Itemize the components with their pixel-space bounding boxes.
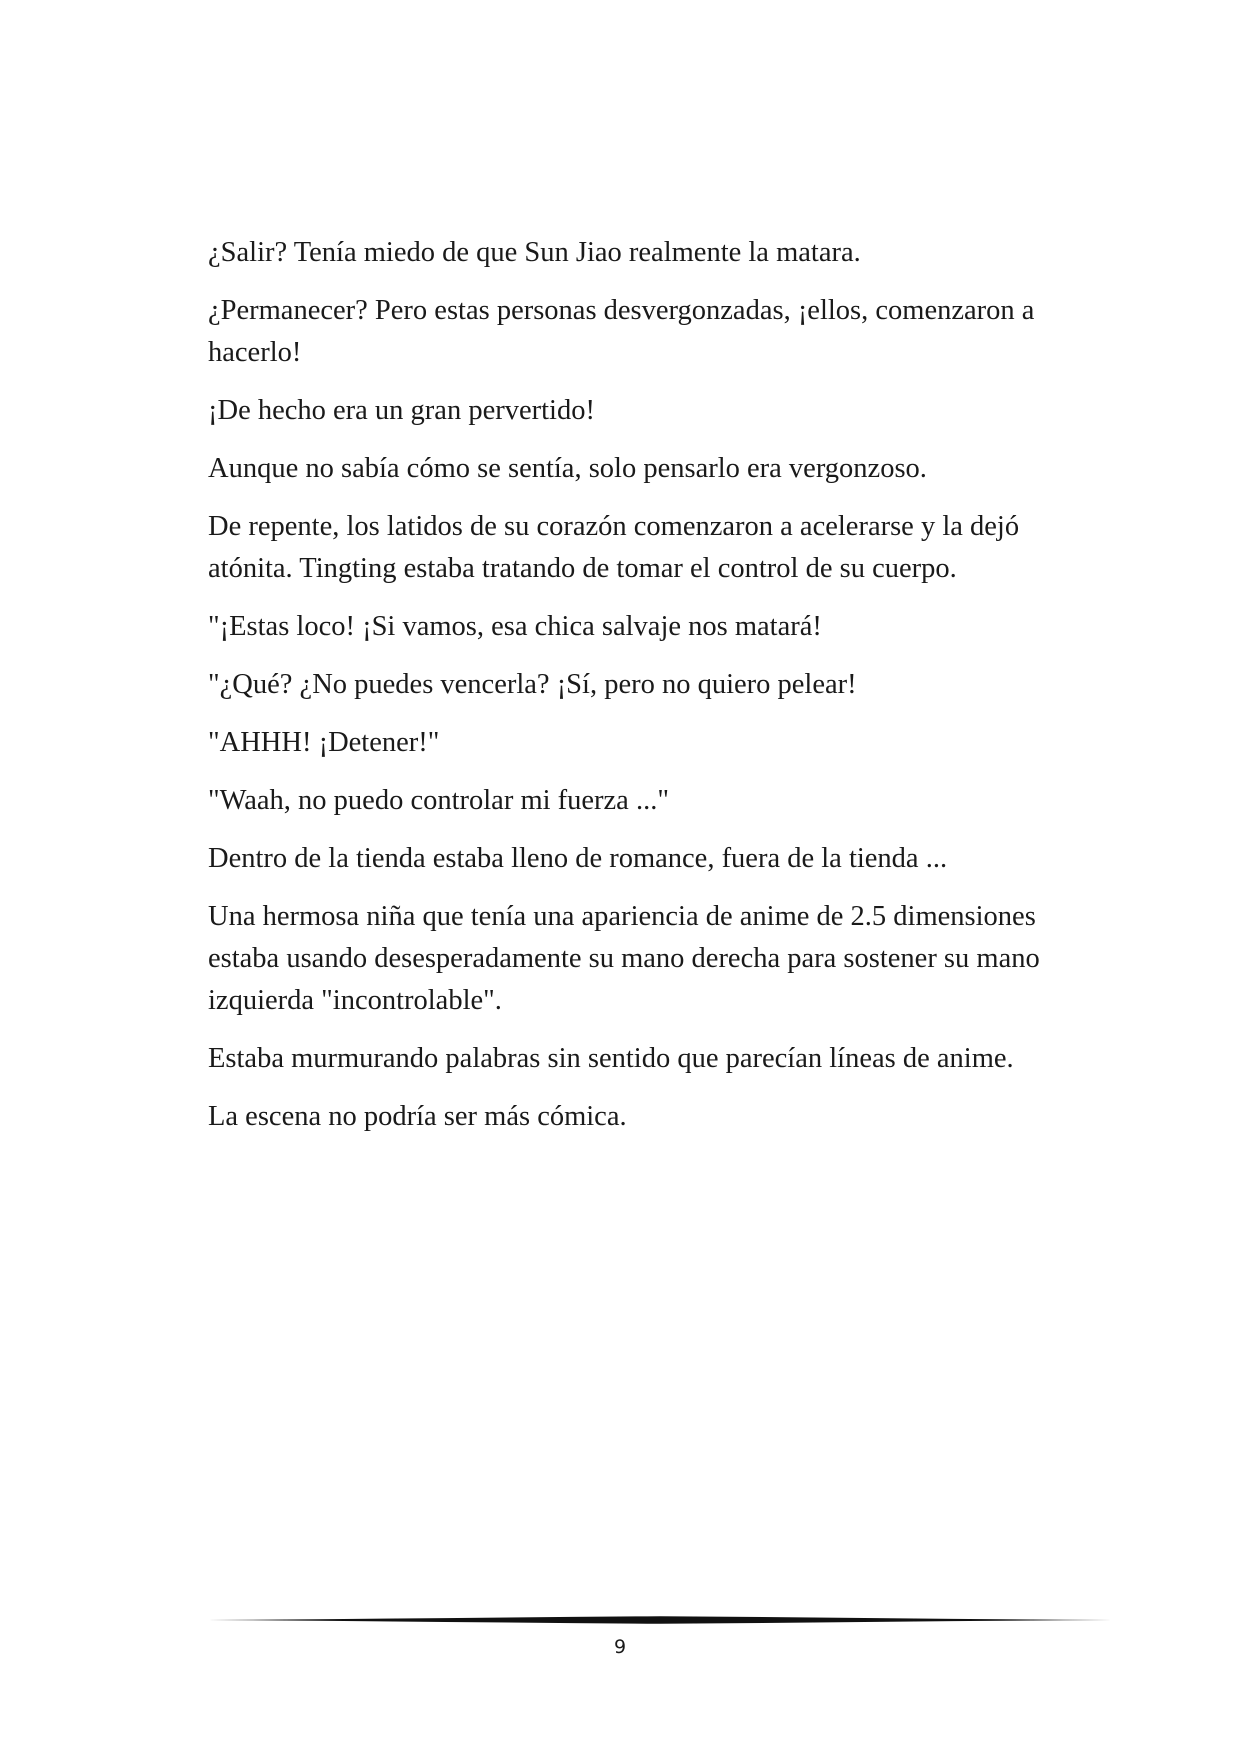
paragraph: "Waah, no puedo controlar mi fuerza ..." bbox=[208, 785, 669, 816]
footer-divider bbox=[208, 1613, 1112, 1627]
body-text bbox=[208, 232, 1078, 1154]
paragraph: Dentro de la tienda estaba lleno de romance, fuera de la tienda ... bbox=[208, 843, 948, 874]
paragraph: "AHHH! ¡Detener!" bbox=[208, 727, 440, 758]
paragraph: ¿Permanecer? Pero estas personas desvergonzadas, ¡ellos, comenzaron a hacerlo! bbox=[208, 295, 1035, 368]
paragraph: La escena no podría ser más cómica. bbox=[208, 1101, 627, 1132]
page-number: 9 bbox=[613, 1636, 627, 1658]
paragraph: De repente, los latidos de su corazón comenzaron a acelerarse y la dejó atónita. Tingting estaba tratando de tomar el control de su cuerpo. bbox=[208, 511, 1020, 584]
paragraph: "¡Estas loco! ¡Si vamos, esa chica salvaje nos matará! bbox=[208, 611, 822, 642]
paragraph: ¡De hecho era un gran pervertido! bbox=[208, 395, 595, 426]
paragraph: ¿Salir? Tenía miedo de que Sun Jiao realmente la matara. bbox=[208, 237, 861, 268]
paragraph: Una hermosa niña que tenía una apariencia de anime de 2.5 dimensiones estaba usando desesperadamente su mano derecha para sostener su mano izquierda "incontrolable". bbox=[208, 901, 1040, 1016]
paragraph: "¿Qué? ¿No puedes vencerla? ¡Sí, pero no quiero pelear! bbox=[208, 669, 857, 700]
paragraph: Aunque no sabía cómo se sentía, solo pensarlo era vergonzoso. bbox=[208, 453, 927, 484]
paragraph: Estaba murmurando palabras sin sentido que parecían líneas de anime. bbox=[208, 1043, 1014, 1074]
